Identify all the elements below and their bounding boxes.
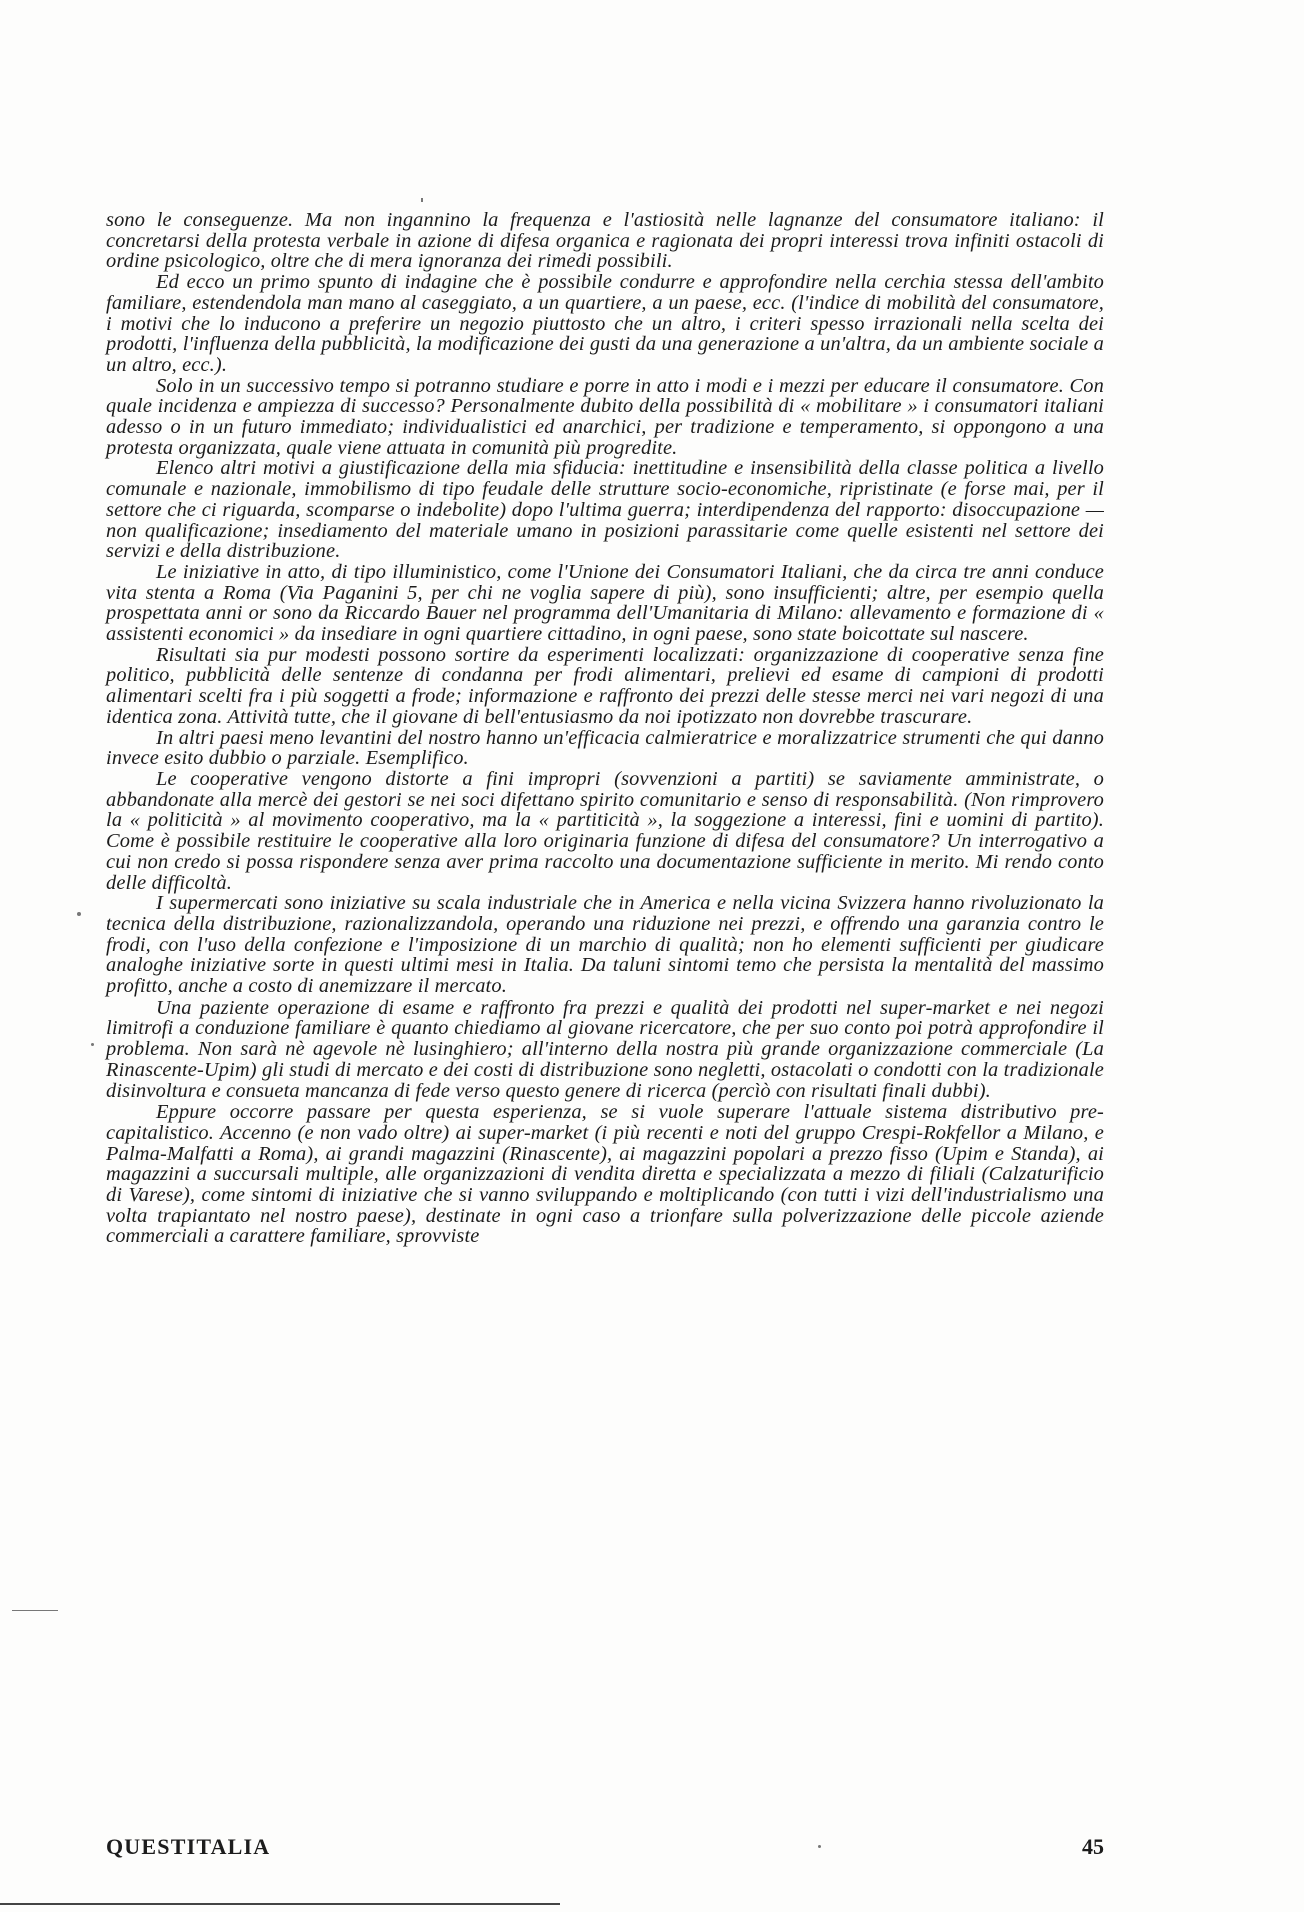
paragraph: In altri paesi meno levantini del nostro hanno un'efficacia calmieratrice e moralizzatrice strumenti che qui danno invece esito dubbio o parziale. Esemplifico.: [106, 726, 1104, 770]
paragraph: Ed ecco un primo spunto di indagine che è possibile condurre e approfondire nella cerchia stessa dell'ambito familiare, estendendola man mano al caseggiato, a un quartiere, a un paese, ecc. (l'indice di mobilità del consumatore, i motivi che lo inducono a preferire un negozio piuttosto che un altro, i criteri spesso irrazionali nella scelta dei prodotti, l'influenza della pubblicità, la modificazione dei gusti da una generazione a un'altra, da un ambiente sociale a un altro, ecc.).: [106, 271, 1104, 376]
paragraph: Elenco altri motivi a giustificazione della mia sfiducia: inettitudine e insensibilità della classe politica a livello comunale e nazionale, immobilismo di tipo feudale delle strutture socio-economiche, ripristinate (e forse mai, per il settore che ci riguarda, scomparse o indebolite) dopo l'ultima guerra; interdipendenza del rapporto: disoccupazione — non qualificazione; insediamento del materiale umano in posizioni parassitarie come quelle esistenti nel settore dei servizi e della distribuzione.: [106, 457, 1104, 563]
margin-rule: [12, 1610, 58, 1611]
footer-dot: [818, 1845, 821, 1848]
paragraph: Risultati sia pur modesti possono sortire da esperimenti localizzati: organizzazione di cooperative senza fine politico, pubblicità delle sentenze di condanna per frodi alimentari, prelievi ed esame di campioni di prodotti alimentari scelti fra i più soggetti a frode; informazione e raffronto dei prezzi delle stesse merci nei vari negozi di una identica zona. Attività tutte, che il giovane di bell'entusiasmo da noi ipotizzato non dovrebbe trascurare.: [106, 643, 1104, 728]
paragraph: Le iniziative in atto, di tipo illuministico, come l'Unione dei Consumatori Italiani, che da circa tre anni conduce vita stenta a Roma (Via Paganini 5, per chi ne voglia sapere di più), sono insufficienti; altre, per esempio quella prospettata anni or sono da Riccardo Bauer nel programma dell'Umanitaria di Milano: allevamento e formazione di « assistenti economici » da insediare in ogni quartiere cittadino, in ogni paese, sono state boicottate sul nascere.: [106, 560, 1104, 646]
paragraph: Eppure occorre passare per questa esperienza, se si vuole superare l'attuale sistema distributivo pre-capitalistico. Accenno (e non vado oltre) ai super-market (i più recenti e noti del gruppo Crespi-Rokfellor a Milano, e Palma-Malfatti a Roma), ai grandi magazzini (Rinascente), ai magazzini popolari a prezzo fisso (Upim e Standa), ai magazzini a succursali multiple, alle organizzazioni di vendita diretta e specializzata a mezzo di filiali (Calzaturificio di Varese), come sintomi di iniziative che si vanno sviluppando e moltiplicando (con tutti i vizi dell'industrialismo una volta trapiantato nel nostro paese), destinate in ogni caso a trionfare sulla polverizzazione delle piccole aziende commerciali a carattere familiare, sprovviste: [106, 1101, 1104, 1248]
paragraph: Le cooperative vengono distorte a fini impropri (sovvenzioni a partiti) se saviamente amministrate, o abbandonate alla mercè dei gestori se nei soci difettano spirito comunitario e senso di responsabilità. (Non rimprovero la « politicità » al movimento cooperativo, ma la « partiticità », la soggezione a interessi, fini e uomini di partito). Come è possibile restituire le cooperative alla loro originaria funzione di difesa del consumatore? Un interrogativo a cui non credo si possa rispondere senza aver prima raccolto una documentazione sufficiente in merito. Mi rendo conto delle difficoltà.: [106, 767, 1104, 894]
margin-bullet: [91, 1043, 94, 1046]
scan-speck: [421, 198, 423, 202]
article-body: [106, 210, 1104, 1247]
paragraph: I supermercati sono iniziative su scala industriale che in America e nella vicina Svizzera hanno rivoluzionato la tecnica della distribuzione, razionalizzandola, operando una riduzione nei prezzi, e offrendo una garanzia contro le frodi, con l'uso della confezione e l'imposizione di un marchio di qualità; non ho elementi sufficienti per giudicare analoghe iniziative sorte in questi ultimi mesi in Italia. Da taluni sintomi temo che persista la mentalità del massimo profitto, anche a costo di anemizzare il mercato.: [106, 892, 1104, 998]
paragraph: Una paziente operazione di esame e raffronto fra prezzi e qualità dei prodotti nel super-market e nei negozi limitrofi a conduzione familiare è quanto chiediamo al giovane ricercatore, che per suo conto poi potrà approfondire il problema. Non sarà nè agevole nè lusinghiero; all'interno della nostra più grande organizzazione commerciale (La Rinascente-Upim) gli studi di mercato e dei costi di distribuzione sono negletti, ostacolati o condotti con la tradizionale disinvoltura e consueta mancanza di fede verso questo genere di ricerca (percìò con risultati finali dubbi).: [106, 996, 1104, 1102]
paragraph: Solo in un successivo tempo si potranno studiare e porre in atto i modi e i mezzi per educare il consumatore. Con quale incidenza e ampiezza di successo? Personalmente dubito della possibilità di « mobilitare » i consumatori italiani adesso o in un futuro immediato; individualistici ed anarchici, per tradizione e temperamento, si oppongono a una protesta organizzata, quale viene attuata in comunità più progredite.: [106, 374, 1104, 459]
page-number: 45: [1082, 1834, 1104, 1859]
journal-title: QUESTITALIA: [106, 1834, 271, 1859]
page-footer: [106, 1834, 1104, 1864]
paragraph: sono le conseguenze. Ma non ingannino la frequenza e l'astiosità nelle lagnanze del consumatore italiano: il concretarsi della protesta verbale in azione di difesa organica e ragionata dei propri interessi trova infiniti ostacoli di ordine psicologico, oltre che di mera ignoranza dei rimedi possibili.: [106, 209, 1104, 273]
margin-bullet: [77, 912, 81, 916]
bottom-rule: [0, 1903, 560, 1905]
